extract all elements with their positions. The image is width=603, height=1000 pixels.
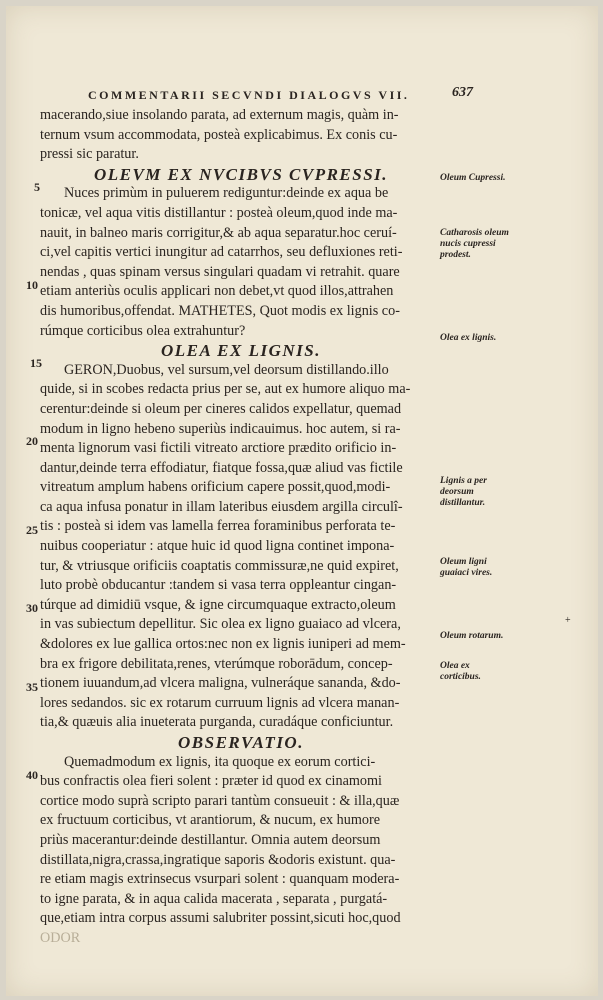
line-number: 5	[34, 180, 40, 194]
text-line: tia,& quæuis alia inueterata purganda, curadáque conficiuntur.	[40, 714, 394, 731]
text-line: tis : posteà si idem vas lamella ferrea foraminibus perforata te-	[40, 518, 396, 535]
margin-mark: +	[565, 615, 571, 626]
text-line: ca aqua infusa ponatur in illam lateribus eiusdem argilla circulî-	[40, 498, 403, 515]
text-line: tonicæ, vel aqua vitis distillantur : posteà oleum,quod inde ma-	[40, 204, 398, 221]
text-line: que,etiam intra corpus assumi salubriter possint,sicuti hoc,quod	[40, 910, 401, 927]
text-line: macerando,siue insolando parata, ad externum magis, quàm in-	[40, 107, 399, 123]
marginal-note: Catharosis oleum nucis cupressi prodest.	[440, 228, 509, 260]
line-number: 40	[26, 768, 38, 782]
text-line: ternum vsum accommodata, posteà explicabimus. Ex conis cu-	[40, 126, 398, 143]
page-number: 637	[452, 85, 473, 100]
text-line: cortice modo suprà scripto parari tantùm consueuit : & illa,quæ	[40, 792, 400, 809]
line-number: 15	[30, 356, 42, 370]
text-line: nuibus cooperiatur : atque huic id quod ligna continet impona-	[40, 538, 395, 555]
text-line: dis humoribus,offendat. MATHETES, Quot modis ex lignis co-	[40, 302, 400, 319]
text-line: dantur,deinde terra effodiatur, fiatque fossa,quæ aliud vas fictile	[40, 459, 403, 476]
text-line: modum in ligno hebeno superiùs indicauimus. hoc autem, si ra-	[40, 420, 401, 437]
text-line: bra ex frigore debilitata,renes, vterúmque roborādum, concep-	[40, 655, 393, 672]
marginal-note: Oleum ligni guaiaci vires.	[440, 557, 493, 578]
text-line: Quemadmodum ex lignis, ita quoque ex eorum cortici-	[64, 753, 376, 770]
text-line: bus confractis olea fieri solent : præter id quod ex cinamomi	[40, 773, 382, 790]
text-line: nendas , quas spinam versus singulari quadam vi retrahit. quare	[40, 263, 400, 280]
text-line: quide, si in scobes redacta prius per se, aut ex humore aliquo ma-	[40, 381, 411, 398]
text-line: GERON,Duobus, vel sursum,vel deorsum distillando.illo	[64, 361, 389, 378]
main-text	[40, 106, 442, 949]
line-number: 10	[26, 278, 38, 292]
line-number: 25	[26, 523, 38, 537]
text-line: &dolores ex lue gallica ortos:nec non ex lignis iuniperi ad mem-	[40, 636, 406, 653]
text-line: túrque ad dimidiū vsque, & igne circumquaque extracto,oleum	[40, 596, 396, 613]
text-line: distillata,nigra,crassa,ingratique saporis &odoris existunt. qua-	[40, 851, 396, 868]
text-line: lores sedandos. sic ex rotarum curruum lignis ad vlcera manan-	[40, 694, 400, 711]
text-line: etiam anteriùs oculis applicari non debet,vt quod illos,attrahen	[40, 283, 394, 300]
marginal-note: Lignis a per deorsum distillantur.	[440, 476, 487, 508]
marginal-note: Olea ex lignis.	[440, 333, 497, 343]
section-heading: OLEVM EX NVCIBVS CVPRESSI.	[93, 164, 389, 184]
text-line: menta lignorum vasi fictili vitreato arctiore prædito orificio in-	[40, 440, 397, 457]
text-line: priùs macerantur:deinde destillantur. Omnia autem deorsum	[40, 831, 381, 848]
text-line: pressi sic paratur.	[40, 146, 139, 163]
text-line: cerentur:deinde si oleum per cineres calidos expellatur, quemad	[40, 400, 402, 417]
text-line: Nuces primùm in puluerem rediguntur:deinde ex aqua be	[64, 185, 389, 202]
text-line: nauit, in balneo maris corrigitur,& ab aqua separatur.hoc ceruí-	[40, 224, 397, 241]
line-number: 30	[26, 601, 38, 615]
line-number: 20	[26, 434, 38, 448]
text-line: to igne parata, & in aqua calida macerata , separata , purgatá-	[40, 890, 388, 907]
text-line: in vas subiectum depellitur. Sic olea ex ligno guaiaco ad vlcera,	[40, 616, 401, 633]
text-line: ex fructuum corticibus, vt arantiorum, & nucum, ex humore	[40, 812, 381, 829]
text-line: ci,vel capitis vertici inungitur ad catarrhos, seu defluxiones reti-	[40, 244, 403, 261]
marginal-note: Oleum rotarum.	[440, 631, 504, 641]
text-line: re etiam magis extrinsecus vsurpari solent : quanquam modera-	[40, 871, 400, 888]
catchword: ODOR	[40, 929, 81, 946]
line-number: 35	[26, 680, 38, 694]
running-head: COMMENTARII SECVNDI DIALOGVS VII.	[88, 88, 410, 102]
text-line: vitreatum amplum habens orificium capere possit,quod,modi-	[40, 479, 391, 496]
section-heading: OLEA EX LIGNIS.	[161, 341, 321, 361]
text-line: luto probè obducantur :tandem si vasa terra oppleantur cingan-	[40, 577, 397, 594]
text-line: tionem iuuandum,ad vlcera maligna, vulneráque sananda, &do-	[40, 675, 401, 692]
text-line: rúmque corticibus olea extrahuntur?	[40, 322, 246, 339]
text-line: tur, & vtriusque orificiis coaptatis commissuræ,ne quid expiret,	[40, 557, 399, 574]
section-heading: OBSERVATIO.	[178, 733, 304, 752]
marginal-note: Oleum Cupressi.	[440, 173, 506, 183]
marginal-note: Olea ex corticibus.	[440, 661, 481, 682]
